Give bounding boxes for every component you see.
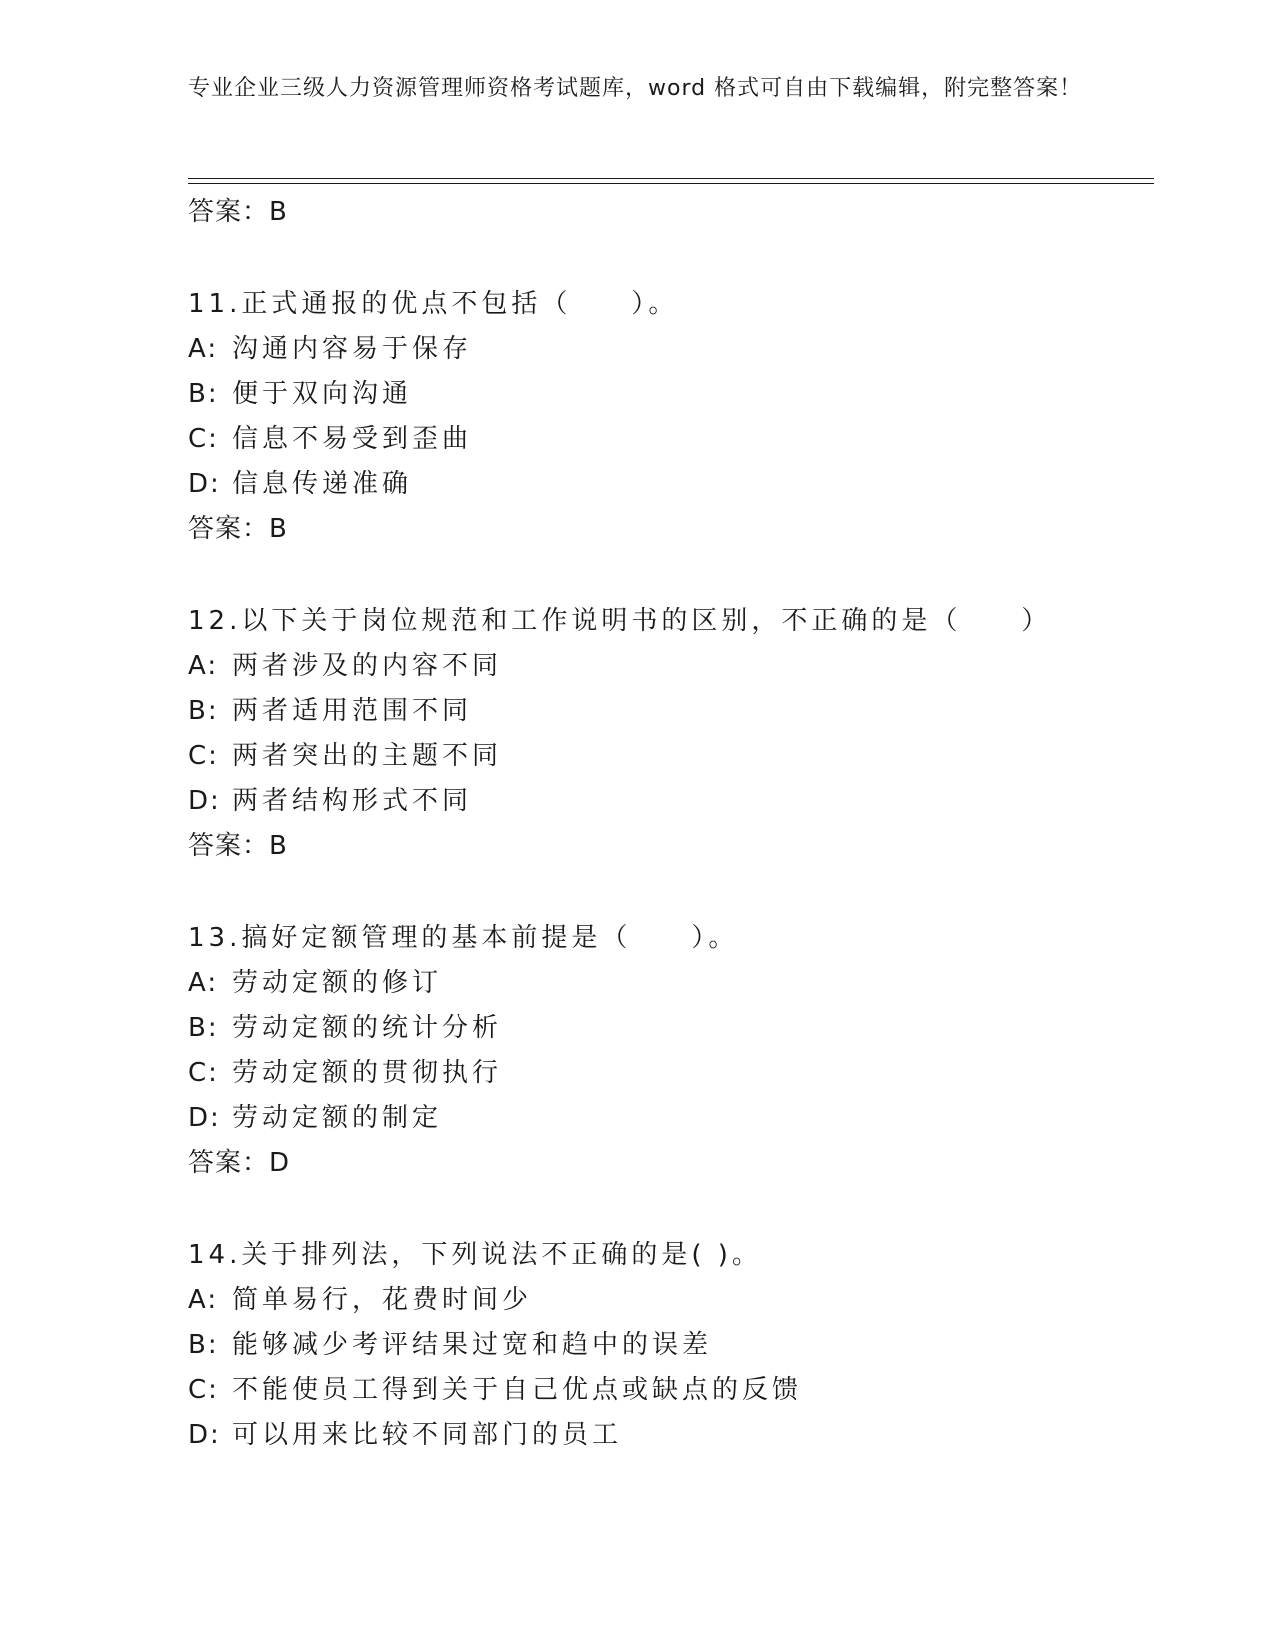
option-text: 沟通内容易于保存 (232, 334, 473, 364)
option-text: 两者突出的主题不同 (232, 741, 503, 771)
question-stem: 12.以下关于岗位规范和工作说明书的区别，不正确的是（ ） (188, 606, 1052, 636)
option-letter: A: (188, 968, 219, 998)
answer-line: 答案：D (188, 1148, 291, 1178)
option-letter: C: (188, 424, 219, 454)
option-text: 劳动定额的制定 (232, 1103, 443, 1133)
option-letter: C: (188, 741, 219, 771)
option-letter: D: (188, 1103, 221, 1133)
option-text: 两者适用范围不同 (232, 696, 473, 726)
option-text: 劳动定额的贯彻执行 (232, 1058, 503, 1088)
question-stem: 13.搞好定额管理的基本前提是（ ）。 (188, 923, 739, 953)
option-letter: B: (188, 696, 219, 726)
question-stem: 11.正式通报的优点不包括（ ）。 (188, 289, 679, 319)
option-text: 能够减少考评结果过宽和趋中的误差 (232, 1330, 713, 1360)
option-text: 不能使员工得到关于自己优点或缺点的反馈 (232, 1375, 803, 1405)
header-note: 专业企业三级人力资源管理师资格考试题库，word 格式可自由下载编辑，附完整答案！ (188, 76, 1083, 101)
option-text: 信息传递准确 (232, 469, 413, 499)
question-list (188, 190, 1154, 1458)
option-letter: B: (188, 379, 219, 409)
option-b (188, 689, 1154, 734)
option-d (188, 462, 1154, 507)
option-b (188, 372, 1154, 417)
option-c (188, 417, 1154, 462)
option-letter: A: (188, 651, 219, 681)
option-d (188, 779, 1154, 824)
option-text: 信息不易受到歪曲 (232, 424, 473, 454)
option-letter: D: (188, 786, 221, 816)
answer-line: 答案：B (188, 831, 288, 861)
option-text: 劳动定额的统计分析 (232, 1013, 503, 1043)
option-text: 便于双向沟通 (232, 379, 413, 409)
option-a (188, 644, 1154, 689)
option-letter: C: (188, 1375, 219, 1405)
option-d (188, 1096, 1154, 1141)
option-letter: C: (188, 1058, 219, 1088)
question-block (188, 1233, 1154, 1458)
question-block (188, 599, 1154, 869)
question-block (188, 282, 1154, 552)
option-a (188, 961, 1154, 1006)
answer-line: 答案：B (188, 514, 288, 544)
option-text: 两者涉及的内容不同 (232, 651, 503, 681)
option-letter: A: (188, 1285, 219, 1315)
option-a (188, 1278, 1154, 1323)
option-text: 可以用来比较不同部门的员工 (232, 1420, 623, 1450)
option-c (188, 1051, 1154, 1096)
option-a (188, 327, 1154, 372)
header-divider-bottom (188, 183, 1154, 184)
option-letter: B: (188, 1330, 219, 1360)
answer-line: 答案：B (188, 197, 288, 227)
question-block (188, 916, 1154, 1186)
header-divider-top (188, 178, 1154, 179)
option-c (188, 734, 1154, 779)
option-b (188, 1323, 1154, 1368)
option-text: 简单易行，花费时间少 (232, 1285, 533, 1315)
option-letter: D: (188, 1420, 221, 1450)
option-d (188, 1413, 1154, 1458)
option-text: 劳动定额的修订 (232, 968, 443, 998)
option-c (188, 1368, 1154, 1413)
option-letter: B: (188, 1013, 219, 1043)
option-b (188, 1006, 1154, 1051)
option-letter: A: (188, 334, 219, 364)
option-letter: D: (188, 469, 221, 499)
question-stem: 14.关于排列法，下列说法不正确的是( )。 (188, 1240, 762, 1270)
option-text: 两者结构形式不同 (232, 786, 473, 816)
